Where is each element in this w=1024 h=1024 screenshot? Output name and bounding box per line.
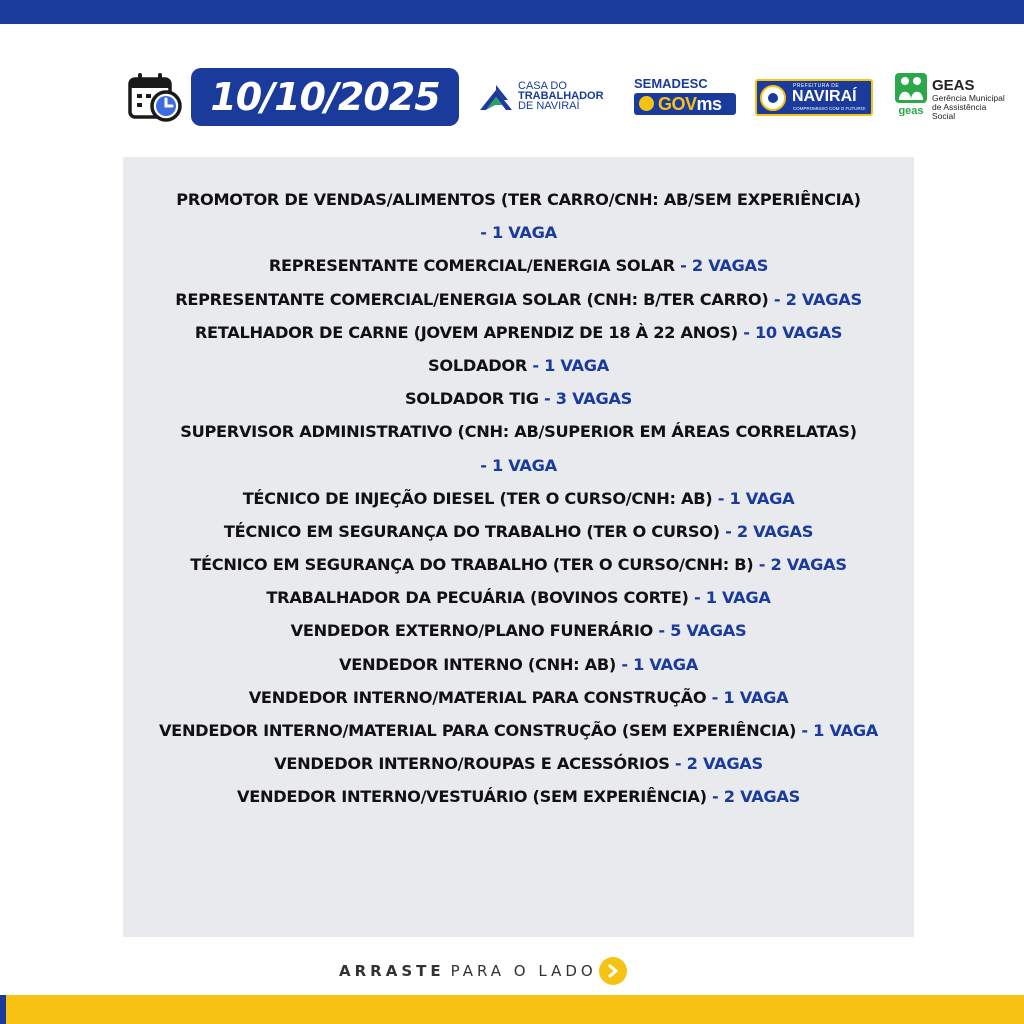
casa-logo-text: CASA DO TRABALHADOR DE NAVIRAÍ xyxy=(518,80,604,112)
job-line: VENDEDOR INTERNO/MATERIAL PARA CONSTRUÇÃO (SEM EXPERIÊNCIA) - 1 VAGA xyxy=(158,721,879,740)
calendar-clock-icon xyxy=(128,72,184,124)
job-line: RETALHADOR DE CARNE (JOVEM APRENDIZ DE 18 À 22 ANOS) - 10 VAGAS xyxy=(194,322,843,342)
swipe-label-light: PARA O LADO xyxy=(450,962,597,980)
geas-logo: geas GEAS Gerência Municipal de Assistência Social xyxy=(892,72,1010,118)
job-line: VENDEDOR INTERNO/MATERIAL PARA CONSTRUÇÃO - 1 VAGA xyxy=(248,687,789,707)
job-line: - 1 VAGA xyxy=(480,455,557,475)
job-line: VENDEDOR INTERNO/VESTUÁRIO (SEM EXPERIÊNCIA) - 2 VAGAS xyxy=(237,787,800,807)
city-seal-icon xyxy=(760,85,786,111)
bottom-bar-accent xyxy=(0,995,6,1024)
govms-badge: GOV ms xyxy=(634,93,736,115)
swipe-hint[interactable] xyxy=(339,958,627,984)
job-line: VENDEDOR EXTERNO/PLANO FUNERÁRIO - 5 VAGAS xyxy=(290,621,747,641)
job-line: SUPERVISOR ADMINISTRATIVO (CNH: AB/SUPERIOR EM ÁREAS CORRELATAS) xyxy=(180,422,857,442)
svg-text:geas: geas xyxy=(898,105,924,116)
job-line: VENDEDOR INTERNO/ROUPAS E ACESSÓRIOS - 2 VAGAS xyxy=(274,754,763,774)
house-roof-icon xyxy=(478,84,514,114)
job-line: REPRESENTANTE COMERCIAL/ENERGIA SOLAR (CNH: B/TER CARRO) - 2 VAGAS xyxy=(175,289,862,309)
job-line: TÉCNICO EM SEGURANÇA DO TRABALHO (TER O CURSO) - 2 VAGAS xyxy=(223,521,814,541)
state-seal-icon xyxy=(639,96,654,111)
date-badge xyxy=(191,68,459,126)
job-line: TÉCNICO DE INJEÇÃO DIESEL (TER O CURSO/CNH: AB) - 1 VAGA xyxy=(242,488,795,508)
job-list xyxy=(123,183,914,814)
bottom-color-bar xyxy=(0,995,1024,1024)
top-color-bar xyxy=(0,0,1024,24)
prefeitura-navirai-logo: PREFEITURA DE NAVIRAÍ COMPROMISSO COM O FUTURO! xyxy=(755,79,873,116)
job-line: REPRESENTANTE COMERCIAL/ENERGIA SOLAR - 2 VAGAS xyxy=(268,256,769,276)
date-text: 10/10/2025 xyxy=(210,75,440,119)
job-line: TRABALHADOR DA PECUÁRIA (BOVINOS CORTE) - 1 VAGA xyxy=(266,588,771,608)
job-list-panel xyxy=(123,157,914,937)
job-line: - 1 VAGA xyxy=(480,223,557,243)
semadesc-label: SEMADESC xyxy=(634,76,708,91)
chevron-right-icon[interactable] xyxy=(599,957,627,985)
job-line: SOLDADOR TIG - 3 VAGAS xyxy=(404,389,633,409)
job-line: VENDEDOR INTERNO (CNH: AB) - 1 VAGA xyxy=(339,654,698,674)
job-line: PROMOTOR DE VENDAS/ALIMENTOS (TER CARRO/CNH: AB/SEM EXPERIÊNCIA) xyxy=(176,190,861,209)
job-line: TÉCNICO EM SEGURANÇA DO TRABALHO (TER O CURSO/CNH: B) - 2 VAGAS xyxy=(190,555,847,575)
casa-do-trabalhador-logo xyxy=(478,80,618,116)
semadesc-govms-logo xyxy=(632,76,742,118)
geas-description: Gerência Municipal de Assistência Social xyxy=(932,93,1005,121)
job-line: SOLDADOR - 1 VAGA xyxy=(428,355,609,375)
geas-people-icon xyxy=(894,72,928,116)
swipe-label-bold: ARRASTE xyxy=(339,962,445,980)
